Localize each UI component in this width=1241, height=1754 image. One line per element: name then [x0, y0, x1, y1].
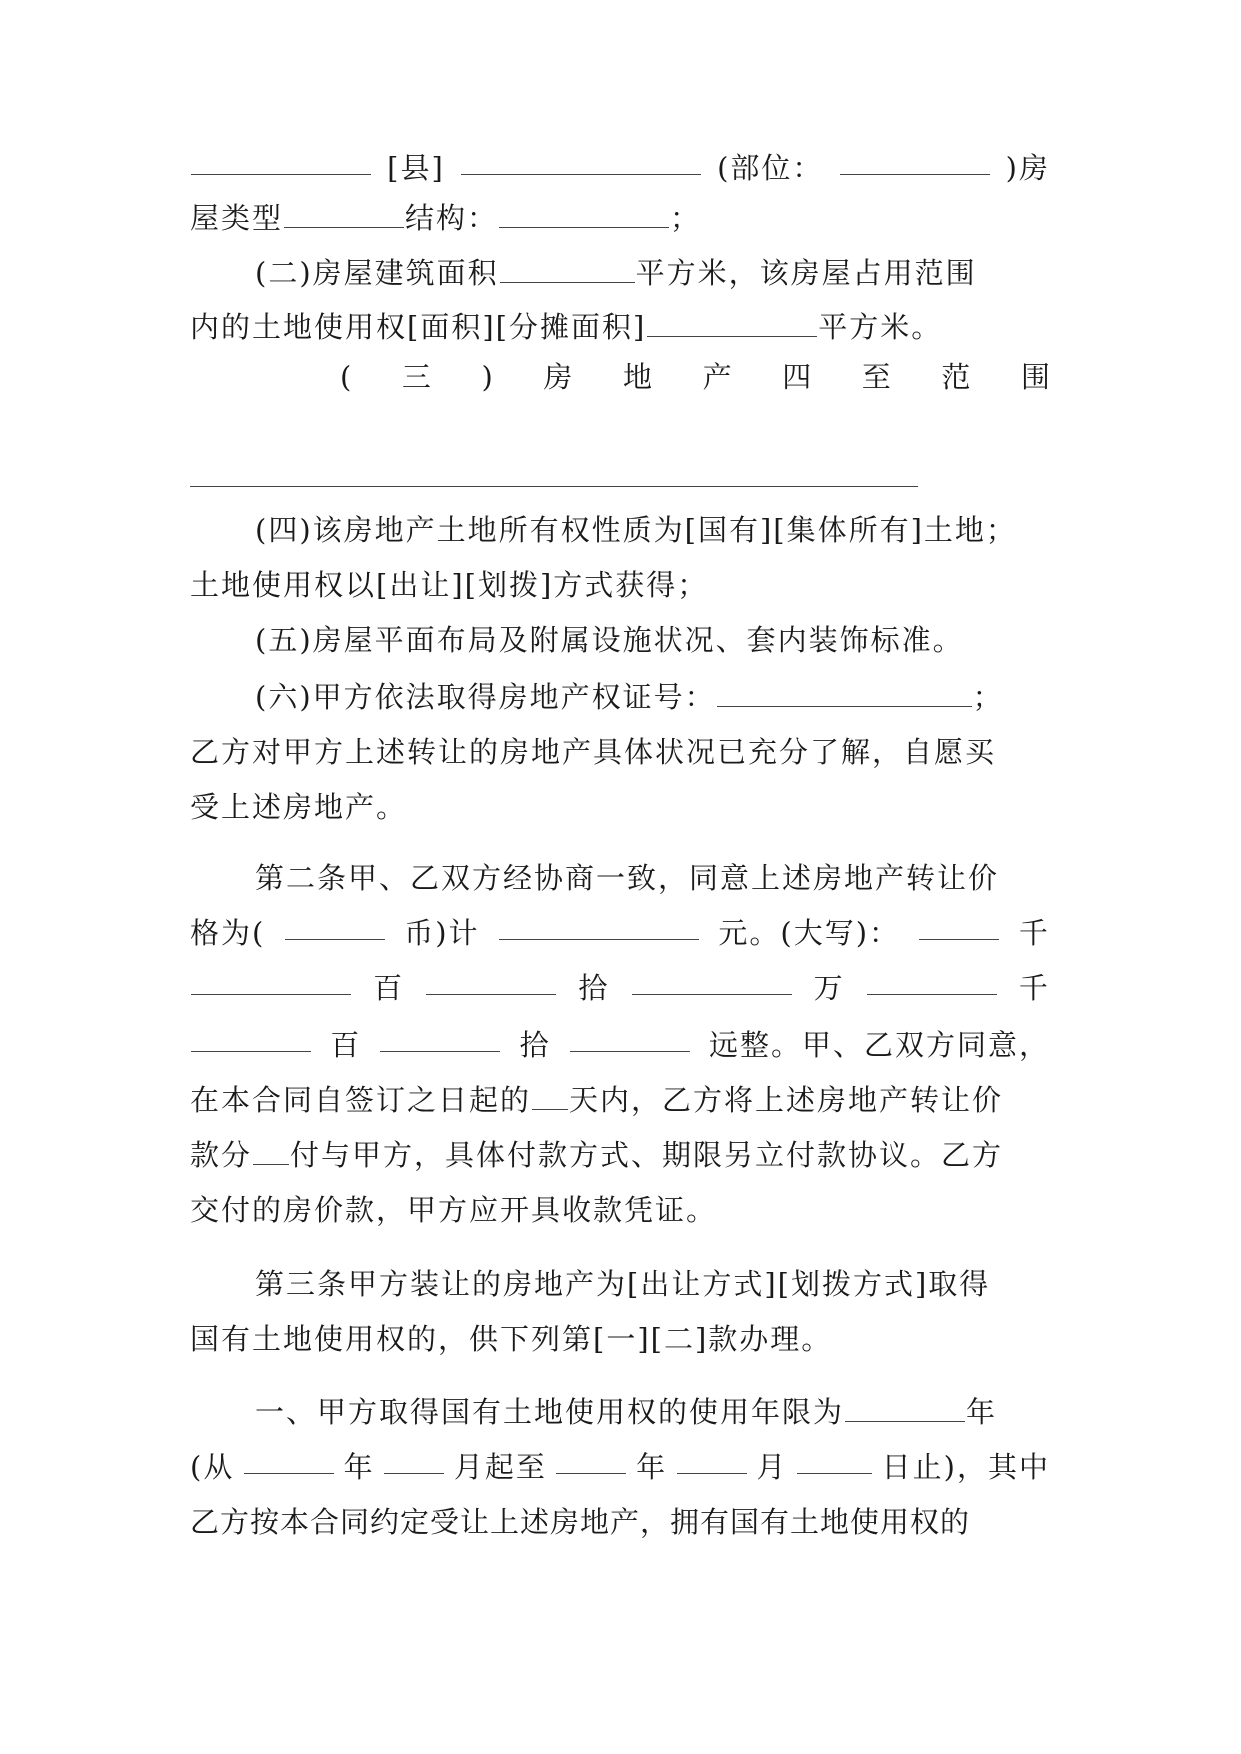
fill-blank [632, 968, 792, 995]
text-line [190, 913, 1050, 953]
fill-blank [499, 913, 699, 940]
text-span: 元。(大写)： [718, 916, 901, 950]
text-span: 年 [343, 1450, 375, 1484]
text-span: 一、甲方取得国有土地使用权的使用年限为 [255, 1395, 845, 1429]
fill-blank [717, 680, 972, 707]
text-span: 乙方按本合同约定受让上述房地产，拥有国有土地使用权的 [190, 1505, 971, 1539]
text-line [190, 1447, 1050, 1487]
fill-blank [285, 913, 385, 940]
text-span: 百 [330, 1028, 362, 1062]
text-line [190, 787, 1050, 827]
text-span: ； [972, 680, 1004, 714]
fill-blank [191, 148, 371, 175]
fill-blank [677, 1447, 747, 1474]
text-span: [县] [387, 151, 445, 185]
text-line [255, 677, 1050, 717]
text-span: 拾 [578, 971, 610, 1005]
text-span: 国有土地使用权的，供下列第[一][二]款办理。 [190, 1322, 833, 1356]
heading-char: 围 [1020, 360, 1050, 394]
text-span: 受上述房地产。 [190, 790, 408, 824]
text-line [190, 307, 1050, 347]
text-span: (五)房屋平面布局及附属设施状况、套内装饰标准。 [255, 623, 964, 657]
text-line [190, 1025, 1050, 1065]
text-span: 平方米，该房屋占用范围 [635, 256, 977, 290]
text-line [190, 968, 1050, 1008]
fill-blank [867, 968, 997, 995]
text-span: (四)该房地产土地所有权性质为[国有][集体所有]土地； [255, 513, 1017, 547]
heading-char: ) [481, 360, 493, 394]
text-span: 付与甲方，具体付款方式、期限另立付款协议。乙方 [290, 1138, 1004, 1172]
text-span: 内的土地使用权[面积][分摊面积] [190, 310, 647, 344]
fill-blank [556, 1447, 626, 1474]
text-span: ； [670, 201, 702, 235]
text-line [190, 1190, 1050, 1230]
fill-blank [253, 1138, 289, 1165]
text-span: 乙方对甲方上述转让的房地产具体状况已充分了解，自愿买 [190, 735, 997, 769]
fill-blank [840, 148, 990, 175]
text-span: (六)甲方依法取得房地产权证号： [255, 680, 716, 714]
text-line [255, 253, 1050, 293]
text-span: (部位： [717, 151, 824, 185]
text-span: 天内，乙方将上述房地产转让价 [569, 1083, 1004, 1117]
fill-blank [532, 1083, 568, 1110]
text-span: 远整。甲、乙双方同意， [708, 1028, 1050, 1062]
text-line [255, 1264, 1050, 1304]
heading-char: ( [340, 360, 352, 394]
text-line [255, 1392, 1050, 1432]
fill-blank [647, 310, 817, 337]
text-span: 平方米。 [818, 310, 943, 344]
heading-char: 房 [543, 360, 573, 394]
fill-blank [500, 256, 635, 283]
fill-blank [919, 913, 999, 940]
heading-char: 产 [702, 360, 732, 394]
text-span: )房 [1005, 151, 1050, 185]
text-span: 交付的房价款，甲方应开具收款凭证。 [190, 1193, 718, 1227]
text-span: 在本合同自签订之日起的 [190, 1083, 532, 1117]
fill-blank [845, 1395, 965, 1422]
text-line [190, 198, 1050, 238]
text-span: 月 [756, 1450, 788, 1484]
fill-blank [570, 1025, 690, 1052]
text-span: (从 [190, 1450, 235, 1484]
heading-char: 地 [623, 360, 653, 394]
text-span: 币)计 [404, 916, 480, 950]
fill-blank [797, 1447, 872, 1474]
text-line [190, 1135, 1050, 1175]
heading-char: 三 [401, 360, 431, 394]
text-span: 格为( [190, 916, 266, 950]
text-span: 屋类型 [190, 201, 284, 235]
text-line [255, 510, 1050, 550]
fill-blank [380, 1025, 500, 1052]
text-span: 万 [813, 971, 845, 1005]
text-span: 结构： [405, 201, 499, 235]
fill-blank [426, 968, 556, 995]
section-heading [340, 357, 1050, 397]
text-line [190, 1080, 1050, 1120]
fill-blank [244, 1447, 334, 1474]
text-span: 千 [1018, 971, 1050, 1005]
fill-blank [384, 1447, 444, 1474]
text-span: 土地使用权以[出让][划拨]方式获得； [190, 568, 709, 602]
text-line [190, 1319, 1050, 1359]
text-line [190, 148, 1050, 188]
text-line [255, 620, 1050, 660]
text-span: 款分 [190, 1138, 253, 1172]
fill-blank [461, 148, 701, 175]
heading-char: 至 [861, 360, 891, 394]
fill-blank [284, 201, 404, 228]
text-span: 日止)，其中 [881, 1450, 1050, 1484]
fill-blank [191, 968, 351, 995]
text-span: 月起至 [453, 1450, 547, 1484]
text-span: 千 [1018, 916, 1050, 950]
text-line [190, 732, 1050, 772]
text-span: (二)房屋建筑面积 [255, 256, 499, 290]
fill-blank [191, 1025, 311, 1052]
fill-blank [499, 201, 669, 228]
text-span: 年 [966, 1395, 998, 1429]
text-span: 百 [373, 971, 405, 1005]
heading-char: 四 [782, 360, 812, 394]
fill-rule [190, 486, 918, 487]
text-line [190, 1502, 1050, 1542]
text-span: 年 [636, 1450, 668, 1484]
text-span: 第三条甲方装让的房地产为[出让方式][划拨方式]取得 [255, 1267, 991, 1301]
heading-char: 范 [941, 360, 971, 394]
text-line [255, 858, 1050, 898]
text-span: 拾 [519, 1028, 551, 1062]
text-span: 第二条甲、乙双方经协商一致，同意上述房地产转让价 [255, 861, 1000, 895]
text-line [190, 565, 1050, 605]
